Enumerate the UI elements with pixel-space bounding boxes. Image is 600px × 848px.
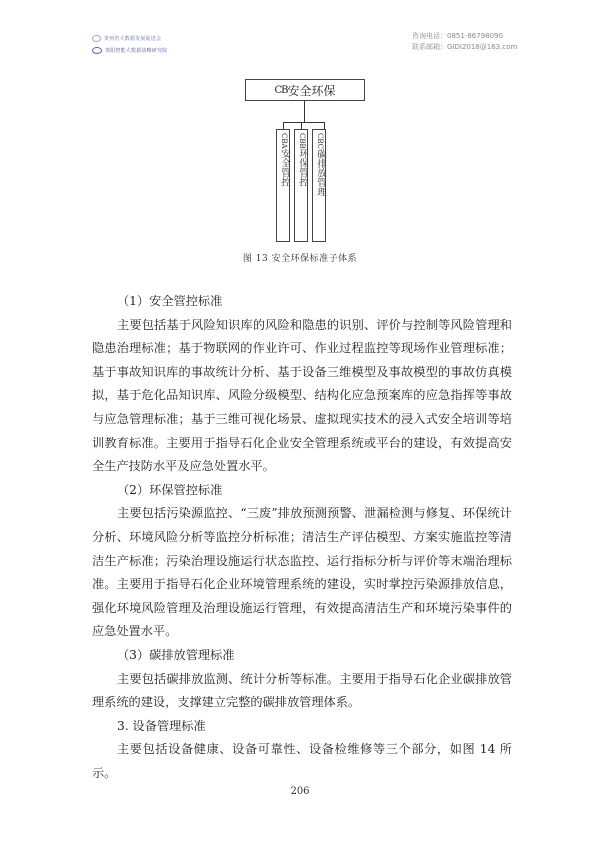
section-heading-environment: （2）环保管控标准 [117,482,223,497]
figure-13-diagram [0,0,600,270]
institute-name: 贵阳智能大数据战略研究院 [105,47,168,54]
connector-c [324,122,325,129]
association-name: 贵州省大数据发展促进会 [104,35,162,42]
diagram-root-box [245,79,365,101]
paragraph-carbon: 主要包括碳排放监测、统计分析等标准。主要用于指导石化企业碳排放管理系统的建设，支撑建立完整的碳排放管理体系。 [92,671,512,710]
root-label: 安全环保 [287,83,336,98]
diagram-child-cba [276,129,290,242]
connector-horizontal [283,122,325,123]
diagram-child-cbb [294,129,308,242]
email-label: 联系邮箱： [412,43,447,51]
child-code: CBA [280,133,288,149]
figure-caption: 图 13 安全环保标准子体系 [242,254,358,264]
connector-root-down [304,101,305,123]
document-body [92,290,512,785]
section-heading-equipment: 3. 设备管理标准 [117,718,206,733]
child-label: 安全管控 [279,148,290,187]
email-value: GIDI2018@163.com [447,43,518,51]
connector-a [283,122,284,129]
phone-label: 咨询电话： [412,32,447,40]
root-code: CB [274,84,288,96]
connector-b [301,122,302,129]
paragraph-environment: 主要包括污染源监控、“三废”排放预测预警、泄漏检测与修复、环保统计分析、环境风险分析等监控分析标准；清洁生产评估模型、方案实施监控等清洁生产标准；污染治理设施运行状态监控、运行指标分析与评价等末端治理标准。主要用于指导石化企业环境管理系统的建设，实时掌控污染源排放信息，强化环境风险管理及治理设施运行管理，有效提高清洁生产和环境污染事件的应急处置水平。 [92,506,512,639]
child-code: CBB [298,133,306,149]
child-label: 环保管控 [297,148,308,187]
child-label: 碳排放管理 [315,149,326,197]
page-number: 206 [290,786,310,797]
paragraph-safety: 主要包括基于风险知识库的风险和隐患的识别、评价与控制等风险管理和隐患治理标准；基于物联网的作业许可、作业过程监控等现场作业管理标准；基于事故知识库的事故统计分析、基于设备三维模型及事故模型的事故仿真模拟，基于危化品知识库、风险分级模型、结构化应急预案库的应急指挥等事故与应急管理标准；基于三维可视化场景、虚拟现实技术的浸入式安全培训等培训教育标准。主要用于指导石化企业安全管理系统或平台的建设，有效提高安全生产技防水平及应急处置水平。 [92,317,512,474]
diagram-child-cbc [312,129,326,242]
section-heading-carbon: （3）碳排放管理标准 [117,647,235,662]
child-code: CBC [316,133,324,149]
section-heading-safety: （1）安全管控标准 [117,294,223,308]
paragraph-equipment: 主要包括设备健康、设备可靠性、设备检维修等三个部分，如图 14 所示。 [92,742,512,780]
phone-value: 0851-86798090 [447,32,503,40]
